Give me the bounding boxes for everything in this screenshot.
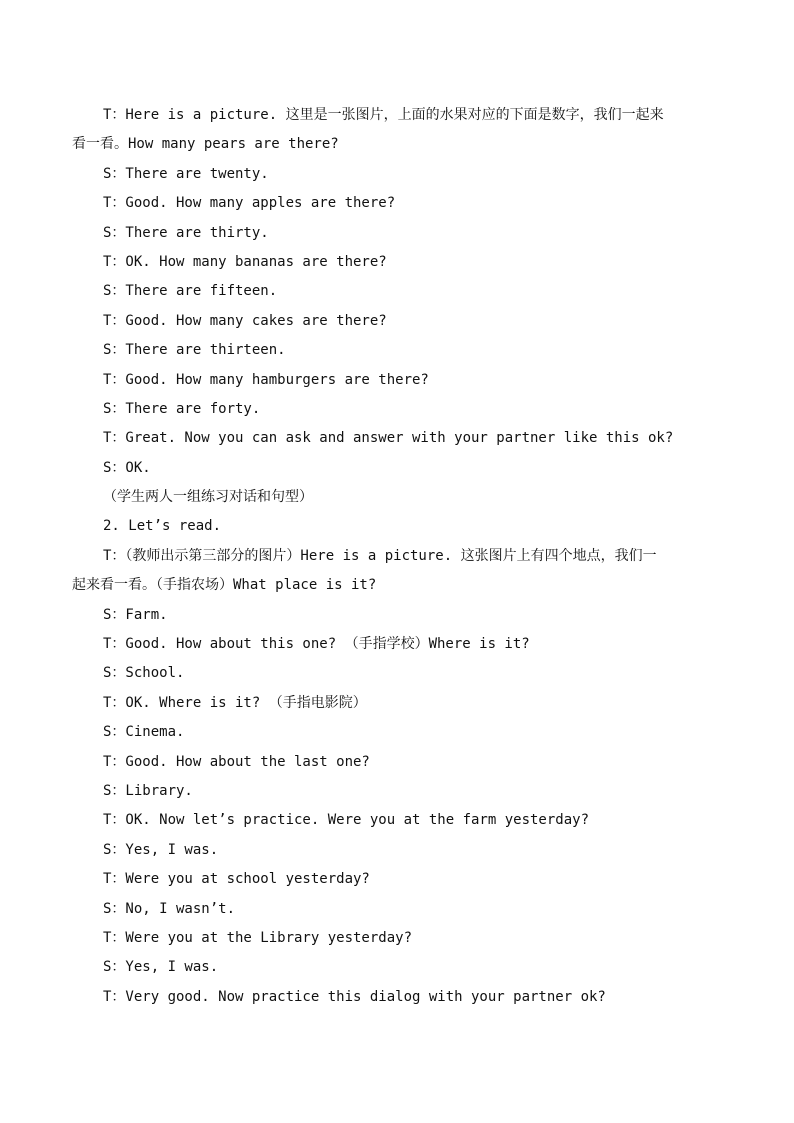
lesson-dialogue-text: [72, 101, 722, 1012]
text-line: T：Here is a picture. 这里是一张图片，上面的水果对应的下面是数字，我们一起来: [103, 107, 664, 123]
text-line: T：（教师出示第三部分的图片）Here is a picture. 这张图片上有四个地点，我们一: [103, 547, 657, 564]
text-line: T：Very good. Now practice this dialog with your partner ok?: [103, 988, 606, 1005]
text-line: T：Were you at the Library yesterday?: [103, 929, 413, 946]
text-line: T：Good. How many hamburgers are there?: [103, 371, 429, 388]
text-line: S：There are thirty.: [103, 224, 269, 241]
text-line: （学生两人一组练习对话和句型）: [103, 489, 313, 506]
text-line: S：Library.: [103, 782, 193, 799]
text-line: T：OK. Now let’s practice. Were you at the farm yesterday?: [103, 812, 590, 829]
text-line: S：Cinema.: [103, 724, 185, 741]
text-line: S：Yes, I was.: [103, 959, 219, 976]
text-line: T：OK. Where is it? （手指电影院）: [103, 694, 367, 711]
text-line: S：OK.: [103, 459, 151, 476]
text-line: 起来看一看。（手指农场）What place is it?: [72, 577, 377, 594]
text-line: T：Good. How about the last one?: [103, 753, 370, 770]
text-line: S：There are twenty.: [103, 165, 269, 182]
text-line: S：There are forty.: [103, 400, 261, 417]
text-line: T：Good. How many cakes are there?: [103, 312, 387, 329]
text-line: T：Were you at school yesterday?: [103, 871, 370, 888]
text-line: S：There are fifteen.: [103, 283, 278, 300]
text-line: S：No, I wasn’t.: [103, 900, 236, 917]
text-line: T：Good. How many apples are there?: [103, 195, 396, 212]
text-line: T：Great. Now you can ask and answer with your partner like this ok?: [103, 430, 674, 447]
text-line: T：OK. How many bananas are there?: [103, 253, 387, 270]
text-line: 2. Let’s read.: [103, 518, 222, 535]
text-line: S：Yes, I was.: [103, 841, 219, 858]
text-line: T：Good. How about this one? （手指学校）Where is it?: [103, 636, 530, 653]
text-line: S：Farm.: [103, 606, 168, 623]
text-line: 看一看。How many pears are there?: [72, 136, 339, 153]
text-line: S：There are thirteen.: [103, 342, 286, 359]
text-line: S：School.: [103, 665, 185, 682]
